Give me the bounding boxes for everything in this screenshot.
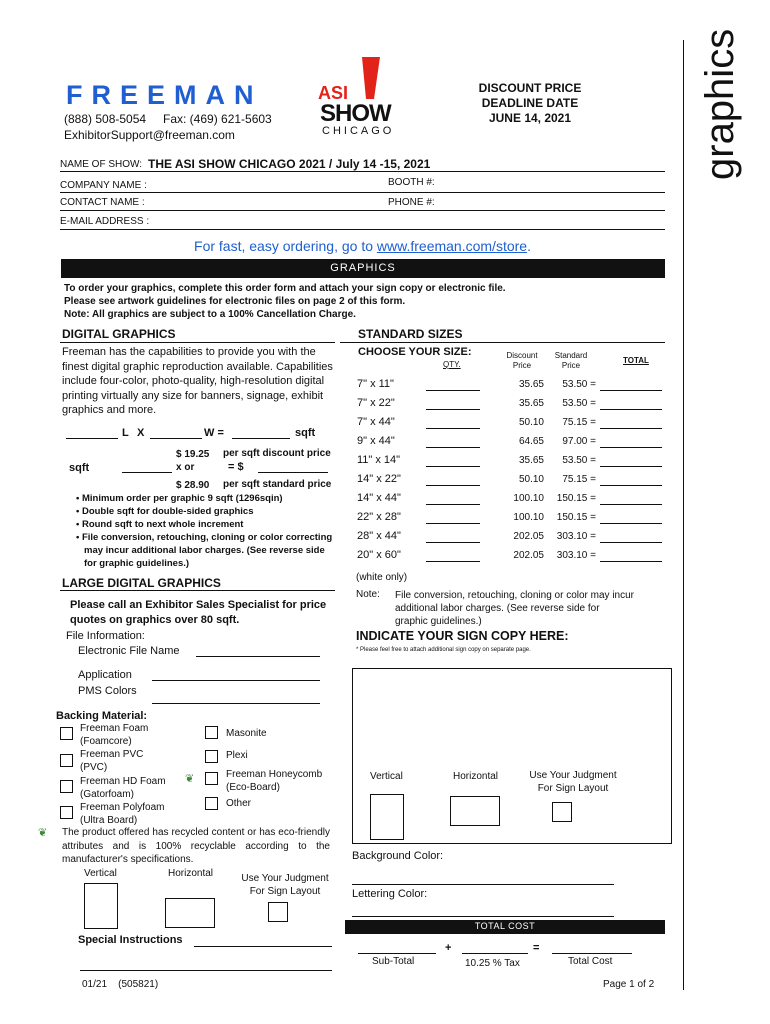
lettering-color-label: Lettering Color: <box>352 888 428 900</box>
large-title-underline <box>60 590 335 591</box>
recycle-leaf-icon: ❦ <box>185 773 195 785</box>
sqft-total-input[interactable] <box>122 472 172 473</box>
size-label: 9" x 44" <box>357 435 395 447</box>
size-label: 28" x 44" <box>357 530 401 542</box>
qty-input[interactable] <box>426 390 480 391</box>
standard-sizes-title: STANDARD SIZES <box>358 327 463 341</box>
left-horizontal-box[interactable] <box>165 898 215 928</box>
honeycomb-checkbox[interactable] <box>205 772 218 785</box>
qty-input[interactable] <box>426 561 480 562</box>
show-name-label: NAME OF SHOW: <box>60 159 143 170</box>
total-cost-label: TOTAL COST <box>474 921 536 931</box>
plexi-label: Plexi <box>226 750 248 761</box>
special-instructions-label: Special Instructions <box>78 934 183 946</box>
ultra-board-checkbox[interactable] <box>60 806 73 819</box>
plexi-checkbox[interactable] <box>205 750 218 763</box>
pms-colors-label: PMS Colors <box>78 685 137 697</box>
price-total-input[interactable] <box>258 472 328 473</box>
standard-price-header: Standard Price <box>554 351 588 370</box>
side-divider <box>683 40 684 990</box>
instruction-3: Note: All graphics are subject to a 100% Cancellation Charge. <box>64 309 356 320</box>
other-label: Other <box>226 798 252 809</box>
total-label: Total Cost <box>568 956 613 967</box>
qty-input[interactable] <box>426 485 480 486</box>
size-label: 22" x 28" <box>357 511 401 523</box>
instruction-2: Please see artwork guidelines for electronic files on page 2 of this form. <box>64 296 406 307</box>
booth-label: BOOTH #: <box>388 177 435 188</box>
total-input[interactable] <box>600 485 662 486</box>
other-checkbox[interactable] <box>205 797 218 810</box>
discount-price-cell: 100.10 <box>513 512 544 523</box>
email-address-field[interactable] <box>60 229 665 230</box>
total-input[interactable] <box>600 409 662 410</box>
phone-label: PHONE #: <box>388 197 435 208</box>
judgment-box[interactable] <box>552 802 572 822</box>
application-label: Application <box>78 669 132 681</box>
electronic-file-input[interactable] <box>196 656 320 657</box>
standard-price-cell: 53.50 = <box>562 398 596 409</box>
note-label: Note: <box>356 589 380 600</box>
discount-line-1: DISCOUNT PRICE <box>478 81 582 95</box>
bullet-item: • Minimum order per graphic 9 sqft (1296sqin) <box>76 493 283 504</box>
qty-input[interactable] <box>426 466 480 467</box>
discount-price-cell: 35.65 <box>518 379 544 390</box>
file-info-label: File Information: <box>66 630 145 642</box>
tax-input[interactable] <box>462 953 528 954</box>
large-graphics-title: LARGE DIGITAL GRAPHICS <box>62 576 221 590</box>
contact-name-field[interactable] <box>60 210 665 211</box>
sign-copy-area[interactable] <box>352 668 672 844</box>
times-label: X <box>137 427 145 439</box>
left-horizontal-label: Horizontal <box>168 868 214 879</box>
fax-number: Fax: (469) 621-5603 <box>163 112 272 126</box>
times-or-label: x or <box>176 462 195 473</box>
standard-price-cell: 53.50 = <box>562 379 596 390</box>
white-only-note: (white only) <box>356 572 408 583</box>
standard-title-underline <box>340 342 665 343</box>
total-input[interactable] <box>600 523 662 524</box>
discount-price-cell: 202.05 <box>513 531 544 542</box>
size-label: 14" x 44" <box>357 492 401 504</box>
pvc-checkbox[interactable] <box>60 754 73 767</box>
standard-price-cell: 97.00 = <box>562 436 596 447</box>
vertical-label: Vertical <box>370 771 403 782</box>
total-input[interactable] <box>600 390 662 391</box>
total-input[interactable] <box>600 428 662 429</box>
company-name-field[interactable] <box>60 192 665 193</box>
left-vertical-label: Vertical <box>84 868 117 879</box>
sign-copy-title: INDICATE YOUR SIGN COPY HERE: <box>356 629 569 643</box>
discount-price-cell: 35.65 <box>518 398 544 409</box>
special-instructions-input-2[interactable] <box>80 970 332 971</box>
left-vertical-box[interactable] <box>84 883 118 929</box>
store-prefix: For fast, easy ordering, go to <box>194 238 377 254</box>
chicago-logo-text: CHICAGO <box>322 125 395 137</box>
standard-price-cell: 75.15 = <box>562 417 596 428</box>
phone-number: (888) 508-5054 <box>64 112 147 126</box>
bullet-item: • Double sqft for double-sided graphics <box>76 506 254 517</box>
form-code: 01/21 (505821) <box>82 979 159 990</box>
width-input[interactable] <box>150 438 202 439</box>
side-title: graphics <box>698 28 742 180</box>
size-label: 20" x 60" <box>357 549 401 561</box>
standard-price-cell: 75.15 = <box>562 474 596 485</box>
qty-input[interactable] <box>426 409 480 410</box>
recycled-note: The product offered has recycled content or has eco-friendly attributes and is 100% recyclable according to the manufacturer's specifications. <box>62 827 330 865</box>
store-line <box>60 238 665 254</box>
qty-header: QTY. <box>443 360 461 369</box>
company-name-label: COMPANY NAME : <box>60 180 147 191</box>
lettering-color-input[interactable] <box>352 916 614 917</box>
judgment-label: Use Your Judgment For Sign Layout <box>529 770 617 794</box>
store-suffix: . <box>527 238 531 254</box>
discount-price-cell: 50.10 <box>518 417 544 428</box>
show-logo-text: SHOW <box>320 100 391 127</box>
digital-graphics-title: DIGITAL GRAPHICS <box>62 327 176 341</box>
background-color-input[interactable] <box>352 884 614 885</box>
discount-price-cell: 100.10 <box>513 493 544 504</box>
page-number: Page 1 of 2 <box>603 979 655 990</box>
support-email[interactable]: ExhibitorSupport@freeman.com <box>64 128 235 142</box>
honeycomb-label: Freeman Honeycomb (Eco-Board) <box>226 769 323 793</box>
size-label: 7" x 22" <box>357 397 395 409</box>
bullet-item: • Round sqft to next whole increment <box>76 519 244 530</box>
standard-price-cell: 150.15 = <box>556 512 596 523</box>
large-graphics-call: Please call an Exhibitor Sales Specialist for price quotes on graphics over 80 sqft. <box>70 599 327 626</box>
left-judgment-label: Use Your Judgment For Sign Layout <box>241 873 329 897</box>
standard-price-label: per sqft standard price <box>223 479 332 490</box>
special-instructions-input-1[interactable] <box>194 946 332 947</box>
discount-price-cell: 202.05 <box>513 550 544 561</box>
pms-colors-input[interactable] <box>152 703 320 704</box>
show-name-line <box>60 171 665 172</box>
sqft-label: sqft <box>295 427 316 439</box>
store-link[interactable]: www.freeman.com/store <box>376 238 528 254</box>
length-label: L <box>122 427 129 439</box>
equals-sign: = <box>533 942 540 954</box>
email-address-label: E-MAIL ADDRESS : <box>60 216 150 227</box>
asi-show-logo <box>312 55 407 140</box>
masonite-label: Masonite <box>226 728 267 739</box>
masonite-checkbox[interactable] <box>205 726 218 739</box>
instruction-1: To order your graphics, complete this order form and attach your sign copy or electronic file. <box>64 283 506 294</box>
discount-price-cell: 35.65 <box>518 455 544 466</box>
qty-input[interactable] <box>426 542 480 543</box>
choose-size-label: CHOOSE YOUR SIZE: <box>358 346 472 358</box>
background-color-label: Background Color: <box>352 850 444 862</box>
tax-label: 10.25 % Tax <box>465 958 520 969</box>
subtotal-label: Sub-Total <box>372 956 415 967</box>
length-input[interactable] <box>66 438 118 439</box>
discount-price-cell: 50.10 <box>518 474 544 485</box>
total-input[interactable] <box>600 542 662 543</box>
recycle-leaf-icon: ❦ <box>38 827 48 839</box>
discount-line-3: JUNE 14, 2021 <box>488 111 572 125</box>
size-label: 14" x 22" <box>357 473 401 485</box>
standard-price-cell: 53.50 = <box>562 455 596 466</box>
qty-input[interactable] <box>426 447 480 448</box>
total-input[interactable] <box>600 447 662 448</box>
ultra-board-label: Freeman Polyfoam (Ultra Board) <box>80 802 165 826</box>
pvc-label: Freeman PVC (PVC) <box>80 749 144 773</box>
bullet-item: • File conversion, retouching, cloning or color correcting may incur additional labor charges. (See reverse side for graphic guidelines.) <box>76 532 333 569</box>
total-input[interactable] <box>600 561 662 562</box>
total-input[interactable] <box>600 466 662 467</box>
size-label: 7" x 44" <box>357 416 395 428</box>
size-label: 7" x 11" <box>357 378 394 390</box>
size-label: 11" x 14" <box>357 454 401 466</box>
backing-material-title: Backing Material: <box>56 710 148 722</box>
equals-dollar-label: = $ <box>228 461 244 473</box>
digital-bullets <box>76 492 338 570</box>
sqft-total-label: sqft <box>69 462 90 474</box>
discount-price-cell: 64.65 <box>518 436 544 447</box>
standard-price-cell: 303.10 = <box>556 531 596 542</box>
qty-input[interactable] <box>426 428 480 429</box>
total-header: TOTAL <box>623 356 649 365</box>
sign-copy-subtext: * Please feel free to attach additional sign copy on separate page. <box>356 647 531 653</box>
standard-price-cell: 303.10 = <box>556 550 596 561</box>
subtotal-input[interactable] <box>358 953 436 954</box>
standard-price-value: $ 28.90 <box>176 480 210 491</box>
horizontal-box[interactable] <box>450 796 500 826</box>
discount-price-label: per sqft discount price <box>223 448 331 459</box>
show-name-value: THE ASI SHOW CHICAGO 2021 / July 14 -15, 2021 <box>148 157 431 171</box>
asi-logo-text: ASI <box>318 83 349 103</box>
gatorfoam-checkbox[interactable] <box>60 780 73 793</box>
digital-graphics-body: Freeman has the capabilities to provide you with the finest digital graphic reproduction available. Capabilities include four-color, photo-quality, high-resolution digital printing virtually any size for banners, signage, exhibit graphics and more. <box>62 346 333 416</box>
sqft-result-input[interactable] <box>232 438 290 439</box>
application-input[interactable] <box>152 680 320 681</box>
digital-title-underline <box>60 342 335 343</box>
foamcore-checkbox[interactable] <box>60 727 73 740</box>
discount-line-2: DEADLINE DATE <box>481 96 579 110</box>
electronic-file-label: Electronic File Name <box>78 645 180 657</box>
contact-name-label: CONTACT NAME : <box>60 197 145 208</box>
discount-price-header: Discount Price <box>506 351 538 370</box>
total-cost-input[interactable] <box>552 953 632 954</box>
gatorfoam-label: Freeman HD Foam (Gatorfoam) <box>80 776 166 800</box>
horizontal-label: Horizontal <box>453 771 499 782</box>
discount-price-value: $ 19.25 <box>176 449 210 460</box>
standard-price-cell: 150.15 = <box>556 493 596 504</box>
left-judgment-box[interactable] <box>268 902 288 922</box>
plus-sign: + <box>445 942 452 954</box>
total-input[interactable] <box>600 504 662 505</box>
foamcore-label: Freeman Foam (Foamcore) <box>80 723 149 747</box>
note-text: File conversion, retouching, cloning or color may incur additional labor charges. (See reverse side for graphic guidelines.) <box>395 590 634 627</box>
graphics-bar-label: GRAPHICS <box>330 262 396 274</box>
discount-deadline <box>470 81 590 126</box>
width-label: W = <box>204 427 224 439</box>
vertical-box[interactable] <box>370 794 404 840</box>
qty-input[interactable] <box>426 523 480 524</box>
qty-input[interactable] <box>426 504 480 505</box>
freeman-logo: FREEMAN <box>66 80 263 110</box>
